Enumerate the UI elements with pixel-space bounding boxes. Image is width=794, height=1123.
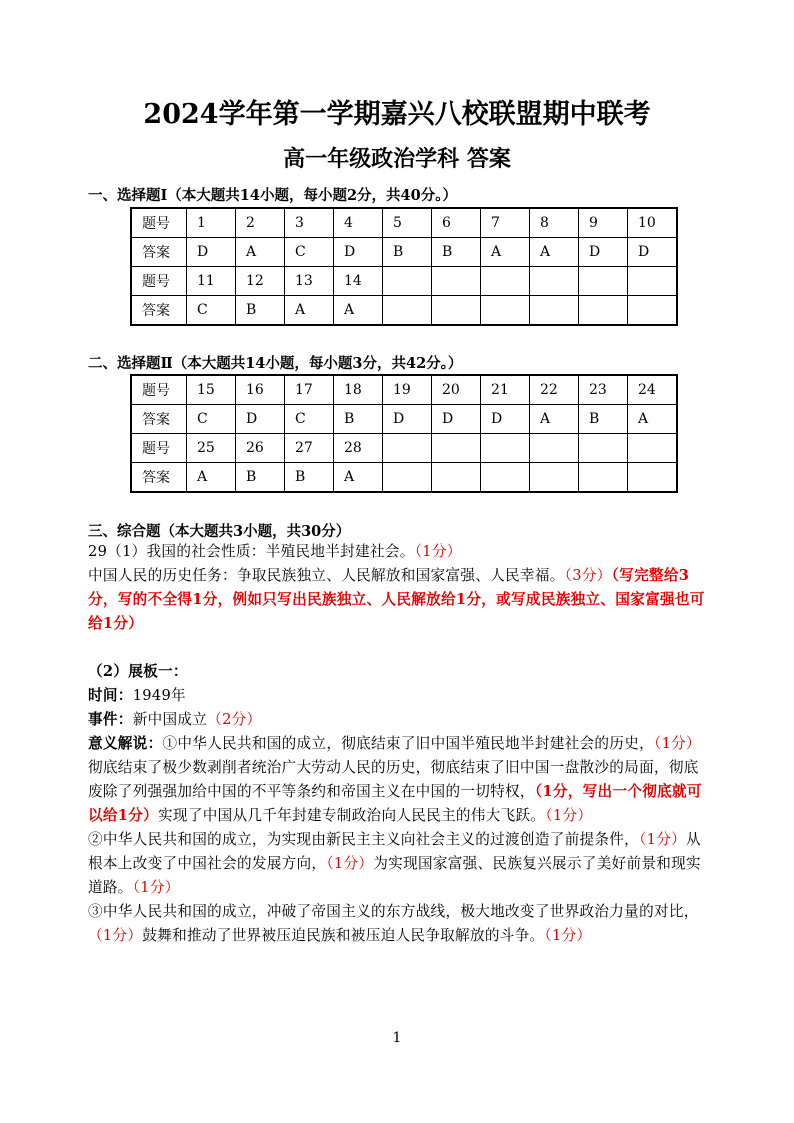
text: ①中华人民共和国的成立，彻底结束了旧中国半殖民地半封建社会的历史， [162, 735, 654, 752]
table-cell: 27 [285, 434, 334, 463]
table-cell [628, 267, 678, 296]
table-row [131, 375, 677, 405]
table-cell: 17 [285, 375, 334, 405]
table-cell: 14 [334, 267, 383, 296]
significance-3 [88, 900, 712, 948]
table-cell: C [187, 405, 236, 434]
label: 时间： [88, 687, 133, 704]
answer-table-1 [130, 207, 678, 326]
table-cell: A [530, 238, 579, 267]
table-cell: D [187, 238, 236, 267]
q29-2-heading: （2）展板一： [88, 663, 188, 680]
table-cell: 6 [432, 208, 481, 238]
score: （1分） [545, 807, 593, 824]
score: （3分） [564, 567, 612, 584]
table-cell: 10 [628, 208, 678, 238]
table-cell: B [236, 296, 285, 326]
table-cell: 15 [187, 375, 236, 405]
table-cell: C [187, 296, 236, 326]
table-cell: C [285, 405, 334, 434]
text: 为实现国家富强、民族复兴展示了美好前景和现实道路。 [88, 855, 701, 896]
section-2-heading: 二、选择题Ⅱ（本大题共14小题，每小题3分，共42分。） [88, 355, 463, 372]
table-cell [432, 267, 481, 296]
table-cell [579, 267, 628, 296]
table-cell: 7 [481, 208, 530, 238]
table-cell [530, 434, 579, 463]
table-cell [383, 267, 432, 296]
label: 事件： [88, 711, 133, 728]
table-cell: 22 [530, 375, 579, 405]
text: ②中华人民共和国的成立，为实现由新民主主义向社会主义的过渡创造了前提条件， [88, 831, 640, 848]
table-cell: A [334, 463, 383, 493]
table-cell: 11 [187, 267, 236, 296]
table-cell: C [285, 238, 334, 267]
score: （1分） [639, 831, 687, 848]
significance-2 [88, 828, 712, 900]
table-cell [628, 296, 678, 326]
text: 从根本上改变了中国社会的发展方向， [88, 831, 701, 872]
table-cell [481, 434, 530, 463]
table-cell: A [334, 296, 383, 326]
score: （1分） [414, 543, 462, 560]
row-header-cell: 题号 [131, 267, 187, 296]
table-cell [481, 267, 530, 296]
table-cell [432, 463, 481, 493]
table-cell: 23 [579, 375, 628, 405]
table-cell: 9 [579, 208, 628, 238]
scoring-note: （1分，写出一个彻底就可以给1分） [88, 783, 702, 824]
table-cell: 24 [628, 375, 678, 405]
row-header-cell: 题号 [131, 208, 187, 238]
table-cell: D [383, 405, 432, 434]
table-cell: 5 [383, 208, 432, 238]
text: 鼓舞和推动了世界被压迫民族和被压迫人民争取解放的斗争。 [142, 927, 545, 944]
table-cell: 26 [236, 434, 285, 463]
q29-1-nature [88, 540, 712, 564]
table-cell: 18 [334, 375, 383, 405]
table-cell: 13 [285, 267, 334, 296]
text: 中国人民的历史任务：争取民族独立、人民解放和国家富强、人民幸福。 [88, 567, 565, 584]
table-cell [530, 267, 579, 296]
table-cell: D [334, 238, 383, 267]
table-row [131, 463, 677, 493]
table-cell [530, 463, 579, 493]
table-cell [579, 296, 628, 326]
document-subtitle: 高一年级政治学科 答案 [283, 146, 511, 172]
row-header-cell: 题号 [131, 375, 187, 405]
table-cell [481, 463, 530, 493]
table-cell: D [481, 405, 530, 434]
row-header-cell: 答案 [131, 463, 187, 493]
table-row [131, 208, 677, 238]
table-cell: D [579, 238, 628, 267]
table-cell: B [236, 463, 285, 493]
table-cell: 4 [334, 208, 383, 238]
table-cell [432, 434, 481, 463]
row-header-cell: 答案 [131, 296, 187, 326]
text: ③中华人民共和国的成立，冲破了帝国主义的东方战线，极大地改变了世界政治力量的对比， [88, 903, 699, 920]
table-cell [383, 463, 432, 493]
text: 29（1）我国的社会性质：半殖民地半封建社会。 [88, 543, 415, 560]
table-row [131, 238, 677, 267]
table-cell: 21 [481, 375, 530, 405]
answer-table-2 [130, 374, 678, 493]
table-cell: A [628, 405, 678, 434]
table-cell: A [481, 238, 530, 267]
table-row [131, 405, 677, 434]
table-row [131, 267, 677, 296]
table-cell [383, 434, 432, 463]
table-row [131, 434, 677, 463]
document-title: 2024学年第一学期嘉兴八校联盟期中联考 [143, 99, 651, 130]
table-cell: 16 [236, 375, 285, 405]
table-cell [579, 463, 628, 493]
table-cell: B [579, 405, 628, 434]
table-cell [579, 434, 628, 463]
answer-body [88, 540, 712, 948]
table-cell: D [236, 405, 285, 434]
table-cell: B [383, 238, 432, 267]
table-cell: 25 [187, 434, 236, 463]
score: （1分） [544, 927, 592, 944]
score: （1分） [326, 855, 374, 872]
section-1-heading: 一、选择题Ⅰ（本大题共14小题，每小题2分，共40分。） [88, 187, 457, 204]
time-line [88, 684, 712, 708]
significance-1 [88, 732, 712, 828]
score: （1分） [653, 735, 701, 752]
text: 1949年 [132, 687, 186, 704]
section-3-heading: 三、综合题（本大题共3小题，共30分） [88, 523, 351, 540]
text: 实现了中国从几千年封建专制政治向人民民主的伟大飞跃。 [158, 807, 546, 824]
table-cell: 3 [285, 208, 334, 238]
scoring-note: （写完整给3分，写的不全得1分，例如只写出民族独立、人民解放给1分，或写成民族独立、国家富强也可给1分） [88, 567, 705, 632]
row-header-cell: 答案 [131, 405, 187, 434]
table-cell: 8 [530, 208, 579, 238]
event-line [88, 708, 712, 732]
table-cell [481, 296, 530, 326]
table-cell: B [432, 238, 481, 267]
row-header-cell: 答案 [131, 238, 187, 267]
table-cell: A [187, 463, 236, 493]
table-cell: B [285, 463, 334, 493]
table-cell: D [628, 238, 678, 267]
table-cell [628, 463, 678, 493]
table-cell [432, 296, 481, 326]
table-cell: A [530, 405, 579, 434]
score: （1分） [88, 927, 143, 944]
score: （2分） [207, 711, 262, 728]
page-number: 1 [392, 1030, 402, 1046]
table-cell: 1 [187, 208, 236, 238]
row-header-cell: 题号 [131, 434, 187, 463]
table-cell: D [432, 405, 481, 434]
table-cell: B [334, 405, 383, 434]
score: （1分） [132, 879, 180, 896]
table-cell: 12 [236, 267, 285, 296]
table-cell: A [236, 238, 285, 267]
table-row [131, 296, 677, 326]
text: 彻底结束了极少数剥削者统治广大劳动人民的历史，彻底结束了旧中国一盘散沙的局面，彻底废除了列强强加给中国的不平等条约和帝国主义在中国的一切特权， [88, 759, 699, 800]
table-cell [383, 296, 432, 326]
table-cell [628, 434, 678, 463]
table-cell: A [285, 296, 334, 326]
label: 意义解说： [88, 735, 163, 752]
table-cell: 20 [432, 375, 481, 405]
text: 新中国成立 [132, 711, 208, 728]
table-cell [530, 296, 579, 326]
table-cell: 28 [334, 434, 383, 463]
q29-1-task [88, 564, 712, 636]
table-cell: 2 [236, 208, 285, 238]
table-cell: 19 [383, 375, 432, 405]
